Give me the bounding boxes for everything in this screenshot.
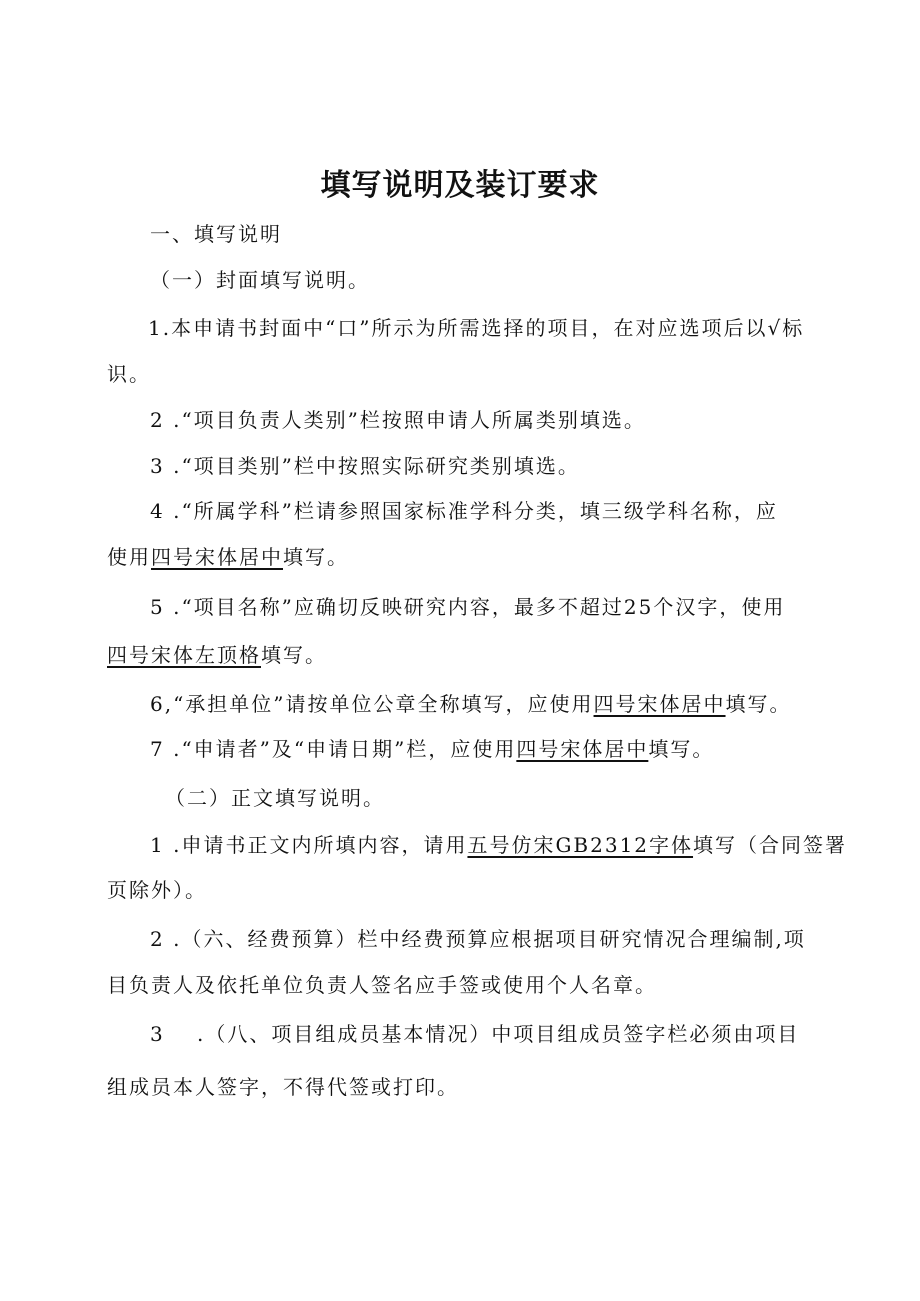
body-item-2-line-1: 2 .（六、经费预算）栏中经费预算应根据项目研究情况合理编制,项 bbox=[150, 927, 806, 951]
body-item-3-line-1: .（八、项目组成员基本情况）中项目组成员签字栏必须由项目 bbox=[197, 1022, 800, 1046]
body-item-1-font-requirement: 五号仿宋GB2312字体 bbox=[467, 833, 694, 857]
section-heading: 一、填写说明 bbox=[150, 222, 282, 246]
cover-item-5-suffix: 填写。 bbox=[261, 643, 327, 667]
cover-item-7-prefix: 7 .“申请者”及“申请日期”栏，应使用 bbox=[150, 737, 517, 761]
cover-item-5-line-1: 5 .“项目名称”应确切反映研究内容，最多不超过25个汉字，使用 bbox=[150, 595, 786, 619]
cover-item-5-font-requirement: 四号宋体左顶格 bbox=[107, 643, 261, 667]
cover-item-5-line-2 bbox=[107, 641, 327, 669]
cover-item-2: 2 .“项目负责人类别”栏按照申请人所属类别填选。 bbox=[150, 408, 646, 432]
subsection-heading-cover: （一）封面填写说明。 bbox=[150, 268, 370, 292]
document-title: 填写说明及装订要求 bbox=[320, 168, 600, 203]
subsection-heading-body: （二）正文填写说明。 bbox=[165, 786, 385, 810]
cover-item-6-font-requirement: 四号宋体居中 bbox=[593, 692, 726, 716]
cover-item-1-line-2: 识。 bbox=[107, 362, 151, 386]
cover-item-7-font-requirement: 四号宋体居中 bbox=[516, 737, 649, 761]
cover-item-6-suffix: 填写。 bbox=[725, 692, 792, 716]
cover-item-3: 3 .“项目类别”栏中按照实际研究类别填选。 bbox=[150, 454, 580, 478]
cover-item-4-line-2 bbox=[107, 543, 349, 571]
cover-item-7 bbox=[150, 735, 714, 763]
body-item-1-line-1 bbox=[150, 831, 847, 859]
cover-item-1-line-1: 1.本申请书封面中“口”所示为所需选择的项目，在对应选项后以√标 bbox=[148, 316, 805, 340]
body-item-1-prefix: 1 .申请书正文内所填内容，请用 bbox=[150, 833, 468, 857]
cover-item-6-prefix: 6,“承担单位”请按单位公章全称填写，应使用 bbox=[150, 692, 594, 716]
cover-item-4-prefix: 使用 bbox=[107, 545, 151, 569]
cover-item-4-suffix: 填写。 bbox=[283, 545, 349, 569]
body-item-1-suffix: 填写（合同签署 bbox=[693, 833, 848, 857]
cover-item-4-font-requirement: 四号宋体居中 bbox=[151, 545, 283, 569]
cover-item-7-suffix: 填写。 bbox=[648, 737, 715, 761]
cover-item-6 bbox=[150, 690, 792, 718]
body-item-3-line-2: 组成员本人签字，不得代签或打印。 bbox=[107, 1075, 459, 1099]
body-item-3-number: 3 bbox=[150, 1022, 165, 1046]
body-item-1-line-2: 页除外）。 bbox=[107, 878, 207, 902]
body-item-2-line-2: 目负责人及依托单位负责人签名应手签或使用个人名章。 bbox=[107, 973, 657, 997]
cover-item-4-line-1: 4 .“所属学科”栏请参照国家标准学科分类，填三级学科名称，应 bbox=[150, 499, 778, 523]
